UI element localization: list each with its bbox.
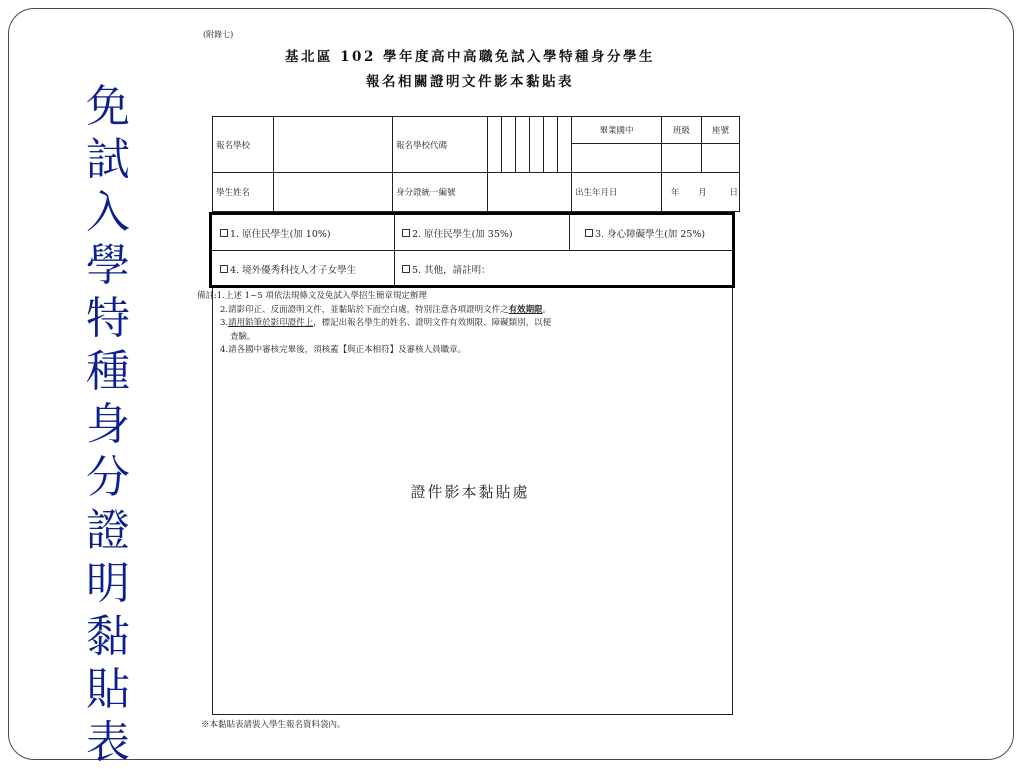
month-label: 月 — [698, 188, 707, 198]
school-code-digit — [488, 117, 502, 173]
divider — [394, 251, 395, 286]
title-char: 黏 — [86, 611, 130, 662]
title-char: 分 — [86, 452, 130, 503]
student-name-label: 學生姓名 — [213, 173, 274, 212]
notes-section — [197, 290, 743, 358]
note-3-num: 3. — [220, 318, 229, 328]
class-field — [662, 144, 702, 173]
checkbox-icon — [402, 229, 410, 237]
note-1: 1.上述 1~5 項依法規條文及免試入學招生簡章規定辦理 — [216, 291, 427, 301]
notes-prefix: 備註: — [197, 291, 217, 301]
title-char: 明 — [86, 558, 130, 609]
option-indigenous-10[interactable] — [220, 226, 331, 240]
note-3-text: ，標記出報名學生的姓名、證明文件有效期限、障礙類別，以便 — [313, 318, 552, 328]
school-code-digit — [544, 117, 558, 173]
doc-title-line1: 基北區 102 學年度高中高職免試入學特種身分學生 — [284, 49, 656, 65]
school-code-label: 報名學校代碼 — [393, 117, 488, 173]
note-line-3b — [230, 331, 776, 345]
school-field — [274, 117, 393, 173]
option-overseas-talent[interactable] — [220, 262, 356, 276]
school-code-digit — [516, 117, 530, 173]
registration-form-table — [212, 116, 740, 212]
note-line-3 — [220, 317, 766, 331]
seat-label: 座號 — [702, 117, 740, 144]
paste-area-label: 證件影本黏貼處 — [410, 483, 530, 501]
checkbox-icon — [585, 229, 593, 237]
status-row — [212, 250, 732, 286]
appendix-tag: (附錄七) — [203, 30, 234, 39]
year-label: 年 — [671, 188, 680, 198]
option-label: 5. 其他，請註明： — [412, 264, 491, 276]
checkbox-icon — [220, 265, 228, 273]
option-label: 2. 原住民學生(加 35%) — [412, 228, 513, 240]
school-label: 報名學校 — [213, 117, 274, 173]
option-label: 4. 境外優秀科技人才子女學生 — [230, 264, 357, 276]
status-row — [212, 215, 732, 250]
day-label: 日 — [729, 188, 738, 198]
vertical-title — [80, 80, 136, 769]
footer-note: ※本黏貼表請裝入學生報名資料袋內。 — [201, 720, 346, 730]
student-name-field — [274, 173, 393, 212]
divider — [569, 215, 570, 250]
document-image — [197, 26, 743, 738]
title-char: 學 — [86, 240, 130, 291]
note-3-emphasis: 請用鉛筆於影印證件上 — [228, 318, 314, 328]
option-disability-25[interactable] — [585, 226, 705, 240]
title-char: 貼 — [86, 664, 130, 715]
school-code-digit — [558, 117, 572, 173]
birth-date-label: 出生年月日 — [572, 173, 662, 212]
note-2-text: 2.請影印正、反面證明文件，並黏貼於下面空白處，特別注意各項證明文件之 — [220, 304, 509, 315]
note-4: 4.請各國中審核完畢後，須核蓋【與正本相符】及審核人員職章。 — [220, 345, 467, 355]
title-char: 種 — [86, 346, 130, 397]
title-char: 表 — [86, 717, 130, 768]
option-other[interactable] — [402, 262, 491, 276]
birth-date-field — [662, 173, 740, 212]
note-line-1 — [197, 290, 743, 304]
title-char: 試 — [86, 134, 130, 185]
graduated-school-field — [572, 144, 662, 173]
checkbox-icon — [402, 265, 410, 273]
checkbox-icon — [220, 229, 228, 237]
option-label: 1. 原住民學生(加 10%) — [230, 228, 331, 240]
note-line-4 — [220, 344, 766, 358]
school-code-digit — [530, 117, 544, 173]
divider — [394, 215, 395, 250]
seat-field — [702, 144, 740, 173]
option-indigenous-35[interactable] — [402, 226, 513, 240]
title-char: 特 — [86, 293, 130, 344]
id-number-field — [488, 173, 572, 212]
id-number-label: 身分證統一編號 — [393, 173, 488, 212]
title-char: 證 — [86, 505, 130, 556]
class-label: 班級 — [662, 117, 702, 144]
title-char: 身 — [86, 399, 130, 450]
doc-title-line2: 報名相關證明文件影本黏貼表 — [366, 74, 574, 90]
note-2-emphasis: 有效期限 — [508, 304, 543, 315]
option-label: 3. 身心障礙學生(加 25%) — [595, 228, 706, 240]
note-3-cont: 查驗。 — [230, 331, 256, 342]
title-char: 免 — [86, 81, 130, 132]
note-line-2 — [220, 304, 766, 318]
title-char: 入 — [86, 187, 130, 238]
note-2-end: 。 — [542, 304, 552, 315]
graduated-school-label: 畢業國中 — [572, 117, 662, 144]
school-code-digit — [502, 117, 516, 173]
special-status-options — [209, 212, 735, 288]
